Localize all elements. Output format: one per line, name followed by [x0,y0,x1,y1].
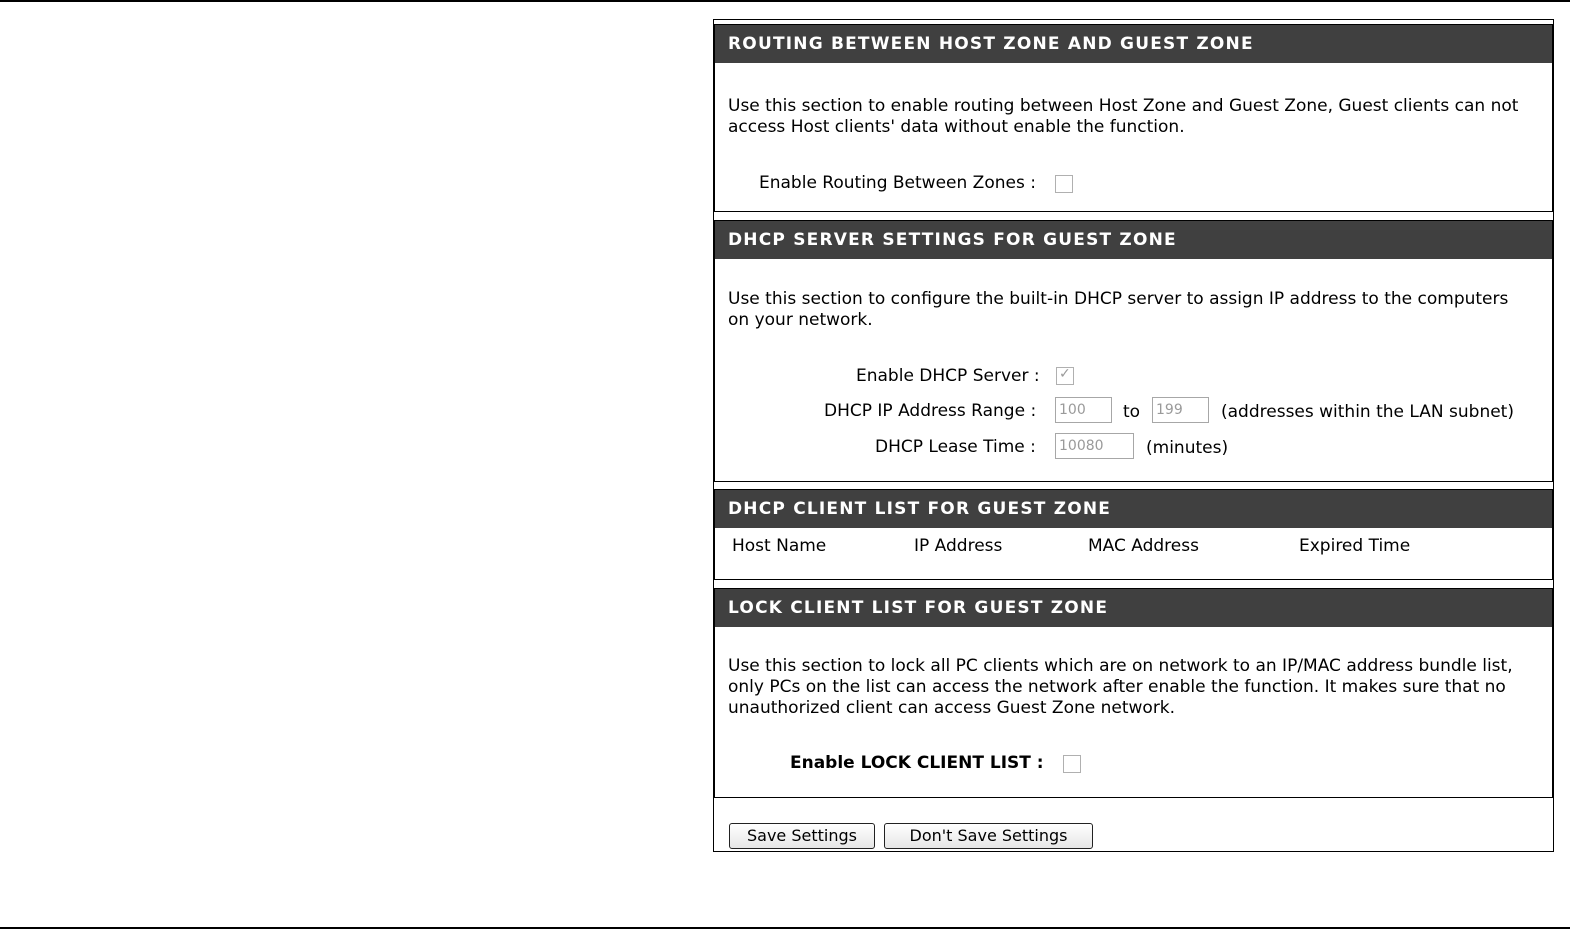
dhcp-ip-range-label: DHCP IP Address Range : [824,401,1037,421]
enable-lock-client-list-label: Enable LOCK CLIENT LIST : [790,753,1044,773]
lock-client-list-description: Use this section to lock all PC clients which are on network to an IP/MAC address bundle list, only PCs on the list can access the network after enable the function. It makes sure that no unauthorized client can access Guest Zone network. [728,656,1513,718]
save-settings-button[interactable]: Save Settings [729,823,875,849]
lease-unit-text: (minutes) [1146,438,1229,458]
enable-routing-checkbox[interactable] [1055,175,1073,193]
dhcp-lease-time-label: DHCP Lease Time : [875,437,1036,457]
dont-save-settings-button[interactable]: Don't Save Settings [884,823,1093,849]
column-header-host-name: Host Name [732,536,827,556]
routing-section-header: ROUTING BETWEEN HOST ZONE AND GUEST ZONE [715,25,1552,63]
column-header-ip-address: IP Address [914,536,1003,556]
column-header-mac-address: MAC Address [1088,536,1199,556]
checkmark-icon: ✓ [1059,366,1071,382]
range-note-text: (addresses within the LAN subnet) [1221,402,1514,422]
enable-lock-client-list-checkbox[interactable] [1063,755,1081,773]
dhcp-client-list-header: DHCP CLIENT LIST FOR GUEST ZONE [715,490,1552,528]
dhcp-server-section [714,220,1553,482]
enable-dhcp-server-checkbox[interactable] [1056,367,1074,385]
guest-zone-settings-panel [713,19,1554,852]
dhcp-lease-time-input[interactable]: 10080 [1055,433,1134,459]
lock-client-list-section [714,588,1553,798]
range-to-text: to [1123,402,1141,422]
routing-section [714,24,1553,212]
lock-client-list-header: LOCK CLIENT LIST FOR GUEST ZONE [715,589,1552,627]
dhcp-client-list-section [714,489,1553,580]
routing-description: Use this section to enable routing between Host Zone and Guest Zone, Guest clients can not access Host clients' data without enable the function. [728,96,1519,137]
column-header-expired-time: Expired Time [1299,536,1411,556]
dhcp-range-end-input[interactable]: 199 [1152,397,1209,423]
enable-routing-label: Enable Routing Between Zones : [759,173,1036,193]
dhcp-range-start-input[interactable]: 100 [1055,397,1112,423]
top-divider [0,0,1570,2]
enable-dhcp-server-label: Enable DHCP Server : [856,366,1040,386]
dhcp-server-description: Use this section to configure the built-in DHCP server to assign IP address to the computers on your network. [728,289,1509,330]
bottom-divider [0,927,1570,929]
dhcp-server-section-header: DHCP SERVER SETTINGS FOR GUEST ZONE [715,221,1552,259]
